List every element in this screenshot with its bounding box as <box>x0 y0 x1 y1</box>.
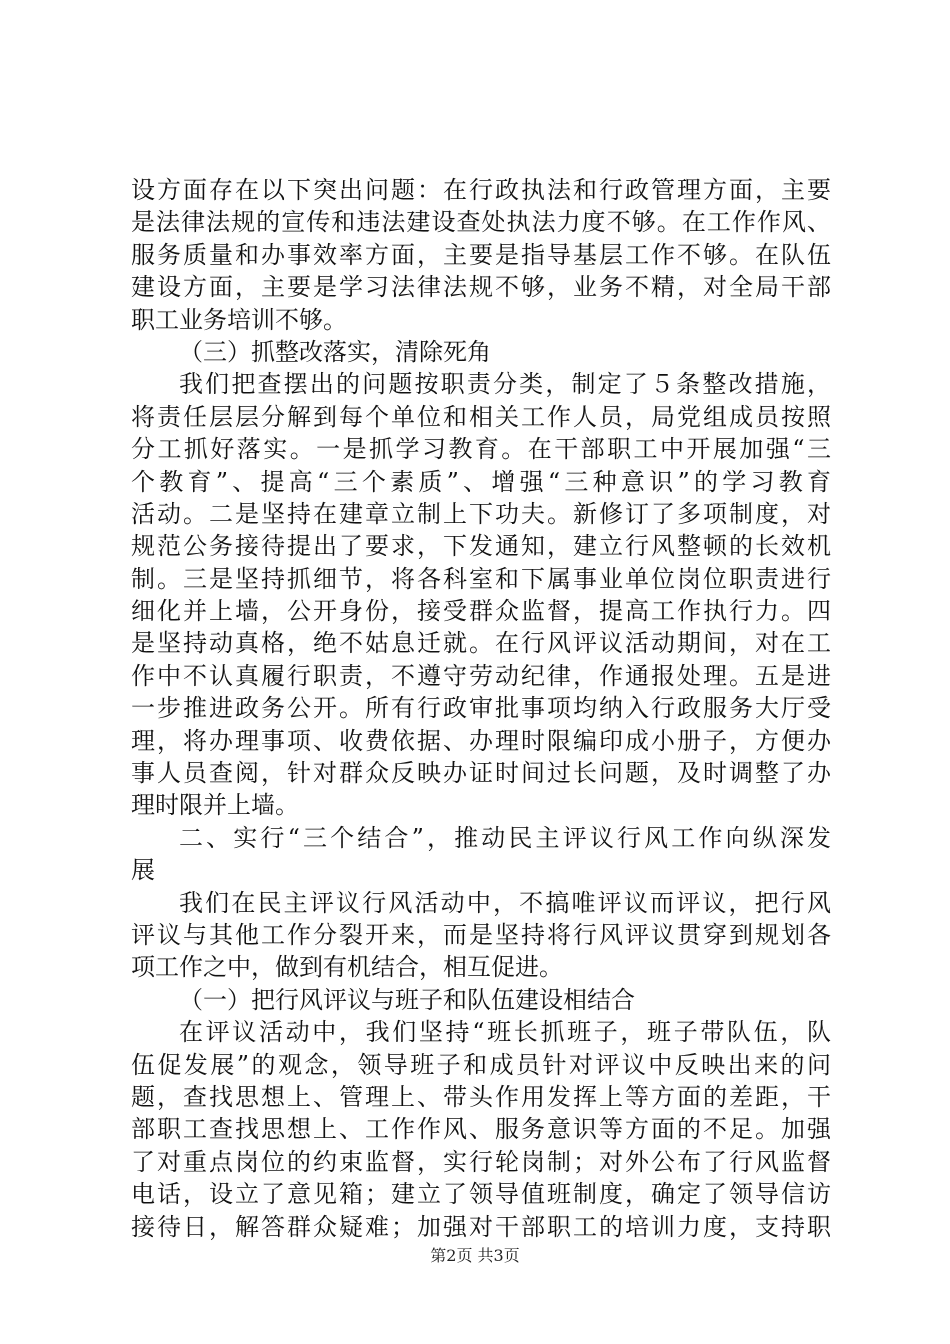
text-line: 评议与其他工作分裂开来，而是坚持将行风评议贯穿到规划各 <box>131 920 831 949</box>
text-line: 是坚持动真格，绝不姑息迁就。在行风评议活动期间，对在工 <box>131 629 831 658</box>
text-line: 项工作之中，做到有机结合，相互促进。 <box>131 953 563 982</box>
text-line: 接待日，解答群众疑难；加强对干部职工的培训力度，支持职 <box>131 1212 831 1241</box>
document-body <box>131 174 831 1243</box>
text-line: 我们把查摆出的问题按职责分类，制定了５条整改措施， <box>179 370 831 399</box>
text-line: 活动。二是坚持在建章立制上下功夫。新修订了多项制度，对 <box>131 499 831 528</box>
text-line: 细化并上墙，公开身份，接受群众监督，提高工作执行力。四 <box>131 597 831 626</box>
text-line: 将责任层层分解到每个单位和相关工作人员，局党组成员按照 <box>131 402 831 431</box>
text-line: 服务质量和办事效率方面，主要是指导基层工作不够。在队伍 <box>131 240 831 269</box>
text-line: （一）把行风评议与班子和队伍建设相结合 <box>179 985 635 1014</box>
text-line: 伍促发展”的观念，领导班子和成员针对评议中反映出来的问 <box>131 1050 831 1079</box>
text-line: 设方面存在以下突出问题：在行政执法和行政管理方面，主要 <box>131 176 831 204</box>
text-line: 规范公务接待提出了要求，下发通知，建立行风整顿的长效机 <box>131 532 831 561</box>
text-line: （三）抓整改落实，清除死角 <box>179 337 491 366</box>
text-line: 分工抓好落实。一是抓学习教育。在干部职工中开展加强“三 <box>131 435 831 464</box>
text-line: 建设方面，主要是学习法律法规不够，业务不精，对全局干部 <box>131 273 831 302</box>
text-line: 电话，设立了意见箱；建立了领导值班制度，确定了领导信访 <box>131 1180 831 1209</box>
text-line: 我们在民主评议行风活动中，不搞唯评议而评议，把行风 <box>179 888 831 917</box>
text-line: 二、实行“三个结合”，推动民主评议行风工作向纵深发 <box>179 823 831 852</box>
text-line: 理，将办理事项、收费依据、办理时限编印成小册子，方便办 <box>131 726 831 755</box>
text-line: 展 <box>131 856 155 885</box>
text-line: 作中不认真履行职责，不遵守劳动纪律，作通报处理。五是进 <box>131 661 831 690</box>
text-line: 在评议活动中，我们坚持“班长抓班子，班子带队伍，队 <box>179 1018 831 1047</box>
text-line: 部职工查找思想上、工作作风、服务意识等方面的不足。加强 <box>131 1115 831 1144</box>
page-footer: 第2页 共3页 <box>430 1246 520 1265</box>
text-line: 个教育”、提高“三个素质”、增强“三种意识”的学习教育 <box>131 467 831 496</box>
text-line: 是法律法规的宣传和违法建设查处执法力度不够。在工作作风、 <box>131 208 831 237</box>
text-line: 制。三是坚持抓细节，将各科室和下属事业单位岗位职责进行 <box>131 564 831 593</box>
text-line: 一步推进政务公开。所有行政审批事项均纳入行政服务大厅受 <box>131 694 831 723</box>
text-line: 理时限并上墙。 <box>131 791 299 820</box>
text-line: 了对重点岗位的约束监督，实行轮岗制；对外公布了行风监督 <box>131 1147 831 1176</box>
text-line: 事人员查阅，针对群众反映办证时间过长问题，及时调整了办 <box>131 759 831 788</box>
text-line: 职工业务培训不够。 <box>131 305 347 334</box>
text-line: 题，查找思想上、管理上、带头作用发挥上等方面的差距，干 <box>131 1082 831 1111</box>
